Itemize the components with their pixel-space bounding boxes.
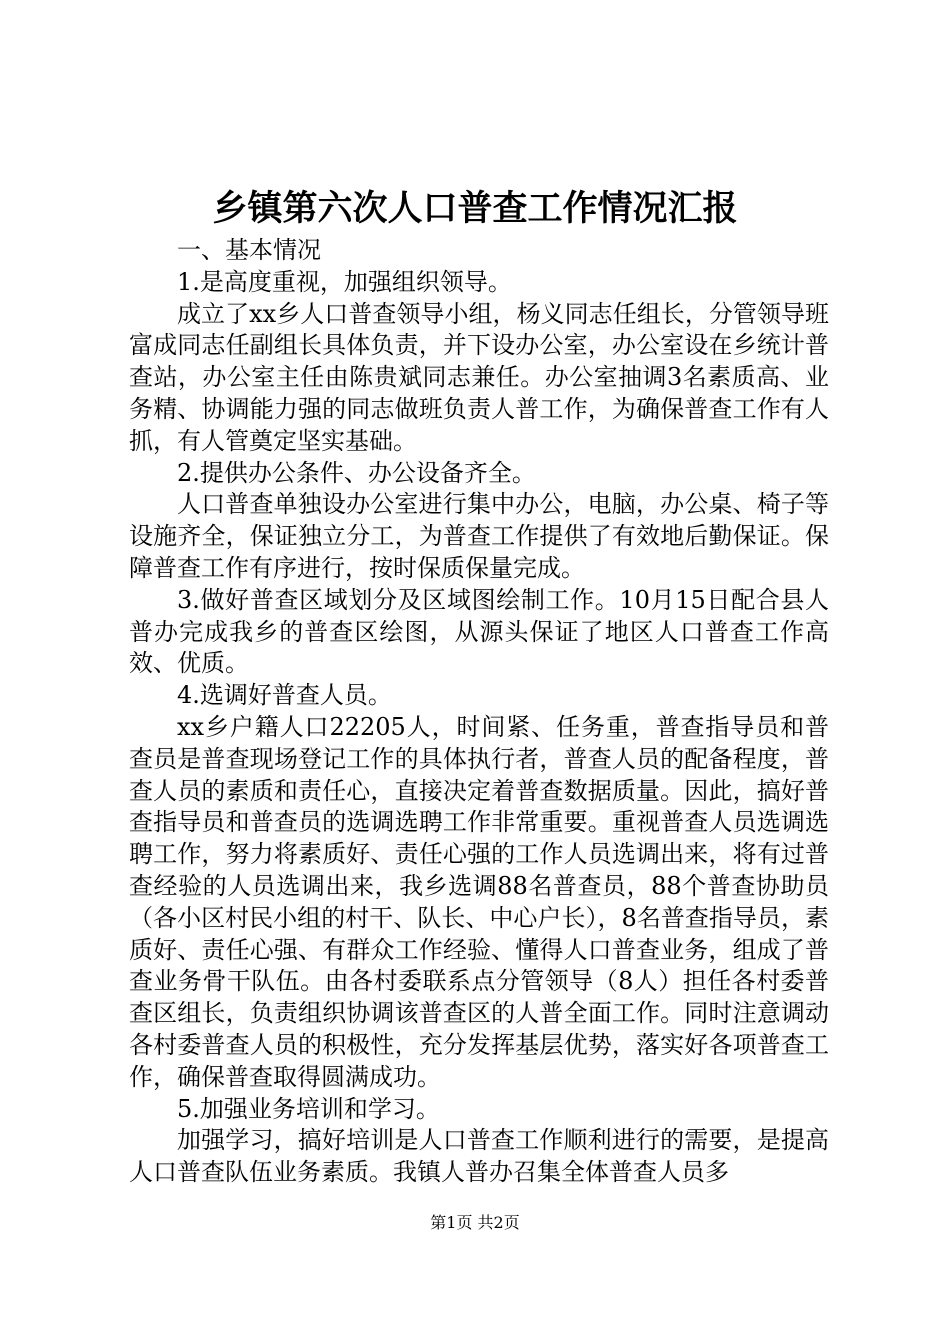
paragraph-2: 人口普查单独设办公室进行集中办公，电脑，办公桌、椅子等设施齐全，保证独立分工，为普查工作提供了有效地后勤保证。保障普查工作有序进行，按时保质保量完成。: [129, 490, 829, 582]
paragraph-1: 成立了xx乡人口普查领导小组，杨义同志任组长，分管领导班富成同志任副组长具体负责，并下设办公室，办公室设在乡统计普查站，办公室主任由陈贵斌同志兼任。办公室抽调3名素质高、业务精、协调能力强的同志做班负责人普工作，为确保普查工作有人抓，有人管奠定坚实基础。: [129, 299, 829, 455]
item-heading-4: 4.选调好普查人员。: [177, 681, 392, 710]
document-body: [129, 235, 829, 1189]
document-title: 乡镇第六次人口普查工作情况汇报: [212, 188, 738, 229]
item-heading-1: 1.是高度重视，加强组织领导。: [177, 267, 512, 296]
item-heading-2: 2.提供办公条件、办公设备齐全。: [177, 458, 536, 487]
section-heading: 一、基本情况: [177, 236, 321, 264]
page-footer: 第1页 共2页: [430, 1213, 520, 1232]
item-heading-5: 5.加强业务培训和学习。: [177, 1094, 440, 1123]
paragraph-3: 3.做好普查区域划分及区域图绘制工作。10月15日配合县人普办完成我乡的普查区绘图，从源头保证了地区人口普查工作高效、优质。: [129, 585, 829, 678]
paragraph-5: 加强学习，搞好培训是人口普查工作顺利进行的需要，是提高人口普查队伍业务素质。我镇人普办召集全体普查人员多: [129, 1126, 829, 1187]
paragraph-4: xx乡户籍人口22205人，时间紧、任务重，普查指导员和普查员是普查现场登记工作的具体执行者，普查人员的配备程度，普查人员的素质和责任心，直接决定着普查数据质量。因此，搞好普查指导员和普查员的选调选聘工作非常重要。重视普查人员选调选聘工作，努力将素质好、责任心强的工作人员选调出来，将有过普查经验的人员选调出来，我乡选调88名普查员，88个普查协助员（各小区村民小组的村干、队长、中心户长），8名普查指导员，素质好、责任心强、有群众工作经验、懂得人口普查业务，组成了普查业务骨干队伍。由各村委联系点分管领导（8人）担任各村委普查区组长，负责组织协调该普查区的人普全面工作。同时注意调动各村委普查人员的积极性，充分发挥基层优势，落实好各项普查工作，确保普查取得圆满成功。: [129, 712, 829, 1091]
